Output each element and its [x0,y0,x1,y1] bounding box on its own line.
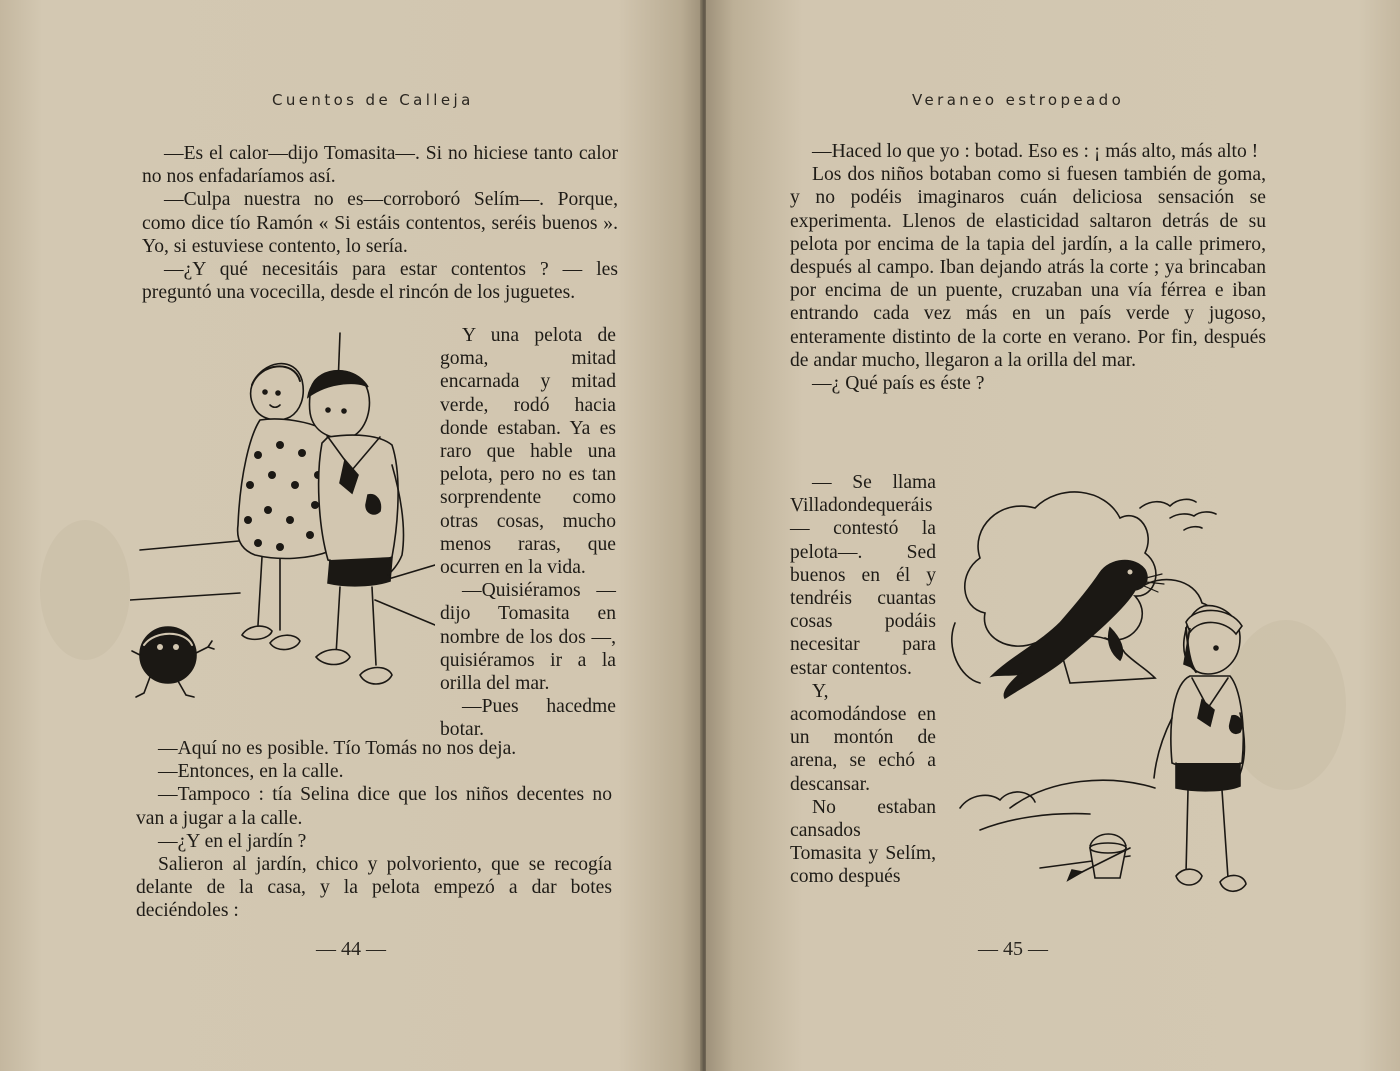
paragraph: —Entonces, en la calle. [158,761,344,783]
paragraph: —Quisiéramos — dijo Tomasita en nombre de los dos —, quisiéramos ir a la orilla del mar. [440,580,616,695]
paragraph: —Tampoco : tía Selina dice que los niños decentes no van a jugar a la calle. [136,784,612,829]
right-side-text [790,471,936,889]
paragraph: —Culpa nuestra no es—corroboró Selím—. Porque, como dice tío Ramón « Si estáis contentos, seréis buenos ». Yo, si estuviese contento, lo sería. [142,189,618,257]
paragraph: Los dos niños botaban como si fuesen también de goma, y no podéis imaginaros cuán deliciosa sensación se experimenta. Llenos de elasticidad saltaron detrás de su pelota por encima de la tapia del jardín, a la calle primero, después al campo. Iban dejando atrás la corte ; ya brincaban por encima de un puente, cruzaban una vía férrea e iban entrando cada vez más en un país verde y jugoso, enteramente distinto de la corte en verano. Por fin, después de andar mucho, llegaron a la orilla del mar. [790,164,1266,371]
children-and-ball-illustration [130,325,435,730]
paragraph: —Aquí no es posible. Tío Tomás no nos deja. [158,738,517,759]
left-bottom-text [136,737,612,923]
paragraph: Salieron al jardín, chico y polvoriento, que se recogía delante de la casa, y la pelota empezó a dar botes deciéndoles : [136,854,612,922]
left-top-text [142,142,618,304]
paragraph: —¿ Qué país es éste ? [812,373,985,395]
seal-and-sailor-boy-illustration [940,478,1260,918]
paragraph: No estaban cansados Tomasita y Selím, como después [790,796,936,888]
paragraph: —¿Y qué necesitáis para estar contentos ? — les preguntó una vocecilla, desde el rincón de los juguetes. [142,259,618,304]
paragraph: — Se llama Villadondequeráis — contestó la pelota—. Sed buenos en él y tendréis cuantas cosas podáis necesitar para estar contentos. [790,472,936,679]
paragraph: —¿Y en el jardín ? [158,830,307,852]
left-running-head: Cuentos de Calleja [272,91,474,109]
paragraph: —Pues hacedme botar. [440,696,616,741]
left-side-text [440,324,616,742]
right-page [706,0,1400,1071]
right-running-head: Veraneo estropeado [912,91,1125,109]
right-page-number: — 45 — [978,938,1048,960]
paragraph: Y una pelota de goma, mitad encarnada y mitad verde, rodó hacia donde estaban. Ya es raro que hable una pelota, pero no es tan sorprendente como otras cosas, mucho menos raras, que ocurren en la vida. [440,325,616,579]
paragraph: —Haced lo que yo : botad. Eso es : ¡ más alto, más alto ! [812,141,1259,162]
paragraph: —Es el calor—dijo Tomasita—. Si no hiciese tanto calor no nos enfadaríamos así. [142,143,618,188]
left-page-number: — 44 — [316,938,386,960]
right-top-text [790,140,1266,395]
paragraph: Y, acomodándose en un montón de arena, se echó a descansar. [790,680,936,795]
